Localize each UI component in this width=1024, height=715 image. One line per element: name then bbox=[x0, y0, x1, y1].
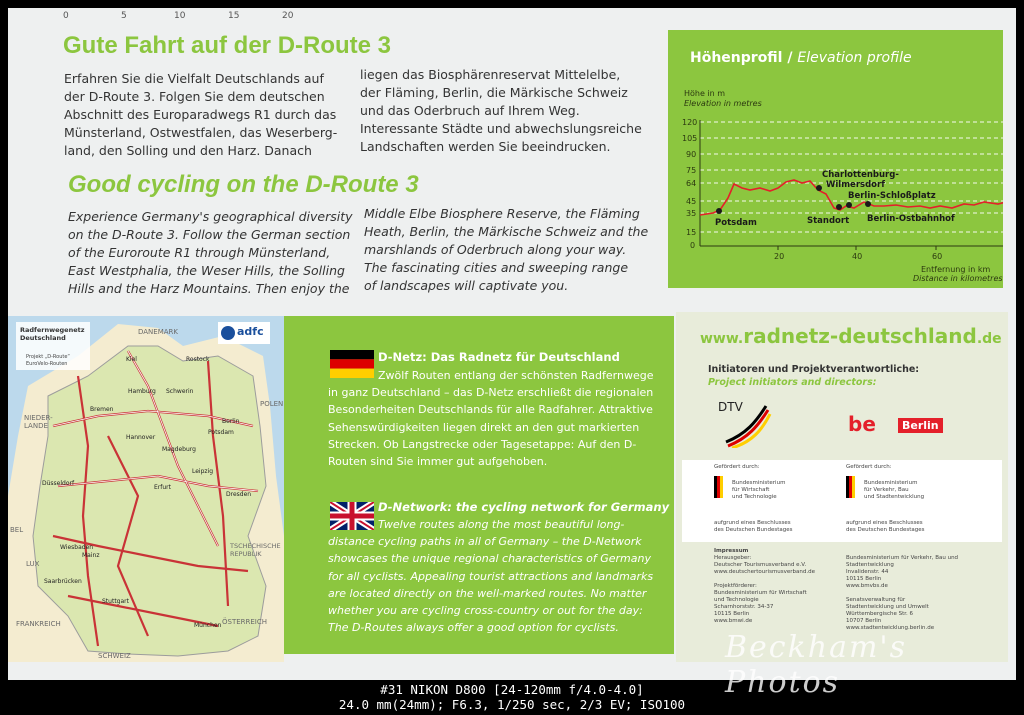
impressum-line: Impressum bbox=[714, 548, 749, 554]
adfc-logo: adfc bbox=[237, 325, 264, 338]
ruler bbox=[8, 8, 338, 22]
ruler-tick: 20 bbox=[282, 11, 294, 21]
text-line: The fascinating cities and sweeping range bbox=[364, 260, 629, 275]
impressum-line bbox=[846, 590, 996, 597]
ministry-line: und Stadtentwicklung bbox=[864, 494, 925, 500]
city-label: Rostock bbox=[186, 356, 210, 363]
ministry-right bbox=[864, 480, 924, 501]
ruler-tick: 0 bbox=[63, 11, 69, 21]
y-tick: 35 bbox=[686, 209, 697, 218]
text-line: der Fläming, Berlin, die Märkische Schweiz bbox=[360, 85, 628, 100]
dnetz-panel bbox=[284, 316, 674, 654]
text-line: land, den Solling und den Harz. Danach bbox=[64, 143, 312, 158]
text-line: Middle Elbe Biosphere Reserve, the Fläming bbox=[364, 206, 640, 221]
impressum-line: Stadtentwicklung und Umwelt bbox=[846, 604, 929, 610]
x-tick: 60 bbox=[932, 252, 943, 261]
place-label: Charlottenburg- bbox=[822, 170, 899, 180]
title-de: Gute Fahrt auf der D-Route 3 bbox=[63, 32, 392, 59]
potsdam-marker bbox=[716, 208, 722, 214]
eagle-icon bbox=[714, 476, 728, 498]
text-line: of landscapes will captivate you. bbox=[364, 278, 569, 293]
impressum-line bbox=[846, 548, 996, 555]
y-label-en: Elevation in metres bbox=[684, 99, 762, 108]
place-label: Potsdam bbox=[715, 218, 757, 228]
impressum-line: Bundesministerium für Verkehr, Bau und Stadtentwicklung bbox=[846, 555, 959, 568]
impressum-line: Projektförderer: bbox=[714, 583, 757, 589]
url-main: radnetz-deutschland bbox=[743, 324, 977, 348]
y-tick: 0 bbox=[690, 241, 696, 250]
region-label: ÖSTERREICH bbox=[222, 618, 268, 626]
map-drawing bbox=[8, 316, 284, 662]
text-line: East Westphalia, the Weser Hills, the Solling bbox=[68, 263, 345, 278]
city-label: Erfurt bbox=[154, 484, 171, 491]
schlossplatz-marker bbox=[846, 202, 852, 208]
impressum-line bbox=[714, 576, 844, 583]
route-map bbox=[8, 316, 284, 662]
elevation-panel bbox=[668, 30, 1003, 288]
elevation-title-de: Höhenprofil / bbox=[690, 50, 793, 66]
city-label: Bremen bbox=[90, 406, 114, 413]
y-label-de: Höhe in m bbox=[684, 89, 726, 98]
bundestag-right bbox=[846, 520, 925, 534]
y-tick: 90 bbox=[686, 150, 697, 159]
city-label: Düsseldorf bbox=[42, 480, 75, 487]
impressum-line: www.deutschertourismusverband.de bbox=[714, 569, 816, 575]
ministry-line: Bundesministerium bbox=[732, 480, 786, 486]
city-label: Leipzig bbox=[192, 468, 214, 475]
photo-sign bbox=[8, 8, 1016, 680]
x-label-de: Entfernung in km bbox=[921, 265, 991, 274]
text-line: Abschnitt des Europaradwegs R1 durch das bbox=[64, 107, 337, 122]
impressum-line: Bundesministerium für Wirtschaft bbox=[714, 590, 807, 596]
funded-left: Gefördert durch: bbox=[714, 464, 760, 470]
dnetz-title-de: D-Netz: Das Radnetz für Deutschland bbox=[378, 350, 620, 364]
city-label: Dresden bbox=[226, 491, 252, 498]
region-label: TSCHECHISCHE REPUBLIK bbox=[230, 542, 281, 558]
y-tick: 75 bbox=[686, 166, 697, 175]
city-label: Mainz bbox=[82, 552, 100, 559]
dtv-swoosh-icon bbox=[716, 402, 772, 448]
region-label: LUX bbox=[26, 560, 40, 568]
place-label: Standort bbox=[807, 216, 850, 226]
ruler-tick: 15 bbox=[228, 11, 240, 21]
dnetz-title-en: D-Network: the cycling network for Germany bbox=[378, 500, 670, 514]
bundestag-left bbox=[714, 520, 793, 534]
place-label: Berlin-Schloßplatz bbox=[848, 191, 936, 201]
region-label: BEL bbox=[10, 526, 24, 534]
exif-line2: 24.0 mm(24mm); F6.3, 1/250 sec, 2/3 EV; ISO100 bbox=[338, 697, 686, 712]
radnetz-panel bbox=[676, 312, 1008, 662]
url-suffix: .de bbox=[976, 331, 1002, 347]
text-line: Münsterland, Ostwestfalen, das Weserberg- bbox=[64, 125, 338, 140]
impressum-line: 10707 Berlin bbox=[846, 618, 882, 624]
exif-line1: #31 NIKON D800 [24-120mm f/4.0-4.0] bbox=[380, 682, 644, 697]
city-label: Kiel bbox=[126, 356, 137, 363]
city-label: Magdeburg bbox=[162, 446, 196, 453]
intro-en-col2 bbox=[364, 205, 664, 295]
text-line: der D-Route 3. Folgen Sie dem deutschen bbox=[64, 89, 325, 104]
x-tick: 20 bbox=[774, 252, 785, 261]
bundestag-line: aufgrund eines Beschlusses bbox=[714, 520, 791, 526]
impressum-line: 10115 Berlin bbox=[846, 576, 882, 582]
text-line: marshlands of Oderbruch along your way. bbox=[364, 242, 627, 257]
intro-de-col2 bbox=[360, 66, 660, 156]
bundestag-line: aufgrund eines Beschlusses bbox=[846, 520, 923, 526]
ministry-line: für Verkehr, Bau bbox=[864, 487, 909, 493]
intro-de-col1 bbox=[64, 70, 364, 160]
y-tick: 64 bbox=[686, 179, 697, 188]
title-en: Good cycling on the D-Route 3 bbox=[68, 171, 419, 198]
city-label: München bbox=[194, 622, 222, 629]
impressum-line: Deutscher Tourismusverband e.V. bbox=[714, 562, 807, 568]
x-tick: 40 bbox=[852, 252, 863, 261]
place-label: Wilmersdorf bbox=[826, 180, 885, 190]
text-line: und das Oderbruch auf Ihrem Weg. bbox=[360, 103, 580, 118]
city-label: Wiesbaden bbox=[60, 544, 94, 551]
region-label: DANEMARK bbox=[138, 328, 178, 336]
impressum-line: Scharnhorststr. 34-37 bbox=[714, 604, 774, 610]
text-line: Interessante Städte und abwechslungsreiche bbox=[360, 121, 642, 136]
text-line: Landschaften werden Sie beeindrucken. bbox=[360, 139, 611, 154]
url-prefix: www. bbox=[700, 331, 744, 347]
impressum-right bbox=[846, 548, 996, 632]
ministry-line: und Technologie bbox=[732, 494, 777, 500]
ministry-line: Bundesministerium bbox=[864, 480, 918, 486]
impressum-line: www.bmwi.de bbox=[714, 618, 753, 624]
city-label: Hamburg bbox=[128, 388, 156, 395]
berlin-logo: Berlin bbox=[898, 418, 943, 433]
x-label-en: Distance in kilometres bbox=[913, 274, 1003, 283]
text-line: Heath, Berlin, the Märkische Schweiz and the bbox=[364, 224, 649, 239]
bundestag-line: des Deutschen Bundestages bbox=[846, 527, 925, 533]
dnetz-text-en: Twelve routes along the most beautiful long-distance cycling paths in all of Germany – the D-Network showcases the unique regional characteristics of Germany for all cyclists. Appealing tourist attractions and landmarks are located directly on the well-marked routes. No matter whether you are cycling cross-country or out for the day: The D-Routes always offer a good option for cyclists. bbox=[328, 518, 654, 635]
city-label: Saarbrücken bbox=[44, 578, 82, 585]
impressum-left bbox=[714, 548, 844, 625]
region-label: NIEDER-LANDE bbox=[24, 414, 53, 430]
city-label: Stuttgart bbox=[102, 598, 129, 605]
text-line: Experience Germany's geographical diversity bbox=[68, 209, 353, 224]
ministry-left bbox=[732, 480, 785, 501]
elevation-title-en: Elevation profile bbox=[797, 50, 912, 66]
place-label: Berlin-Ostbahnhof bbox=[867, 214, 955, 224]
legend-item: Projekt „D-Route“ bbox=[26, 354, 71, 360]
city-label: Berlin bbox=[222, 418, 240, 425]
map-title: Radfernwegenetz Deutschland bbox=[20, 326, 85, 342]
region-label: POLEN bbox=[260, 400, 284, 408]
ruler-tick: 10 bbox=[174, 11, 186, 21]
y-tick: 120 bbox=[682, 118, 698, 127]
standort-marker bbox=[836, 204, 842, 210]
ruler-tick: 5 bbox=[121, 11, 127, 21]
city-label: Schwerin bbox=[166, 388, 194, 395]
impressum-line: www.bmvbs.de bbox=[846, 583, 888, 589]
text-line: on the D-Route 3. Follow the German section bbox=[68, 227, 351, 242]
radnetz-url bbox=[700, 324, 1002, 348]
impressum-line: Herausgeber: bbox=[714, 555, 752, 561]
text-line: Hills and the Harz Mountains. Then enjoy the bbox=[68, 281, 350, 296]
text-line: of the Euroroute R1 through Münsterland, bbox=[68, 245, 331, 260]
dnetz-text-de: Zwölf Routen entlang der schönsten Radfernwege in ganz Deutschland – das D-Netz erschließt die regionalen Besonderheiten Deutschlands für alle Radfahrer. Attraktive Sehenswürdigkeiten liegen direkt an den gut markierten Strecken. Ob Langstrecke oder Tagesetappe: Auf den D-Routen sind Sie immer gut aufgehoben. bbox=[328, 369, 654, 469]
initiators-de: Initiatoren und Projektverantwortliche: bbox=[708, 364, 920, 375]
impressum-line: 10115 Berlin bbox=[714, 611, 750, 617]
impressum-line: www.stadtentwicklung.berlin.de bbox=[846, 625, 935, 631]
city-label: Potsdam bbox=[208, 429, 234, 436]
be-logo: be bbox=[848, 412, 876, 436]
text-line: Erfahren Sie die Vielfalt Deutschlands auf bbox=[64, 71, 324, 86]
impressum-line: Württembergische Str. 6 bbox=[846, 611, 914, 617]
charlottenburg-marker bbox=[816, 185, 822, 191]
bundestag-line: des Deutschen Bundestages bbox=[714, 527, 793, 533]
eagle-icon bbox=[846, 476, 860, 498]
impressum-line: Senatsverwaltung für bbox=[846, 597, 906, 603]
text-line: liegen das Biosphärenreservat Mittelelbe, bbox=[360, 67, 621, 82]
impressum-line: und Technologie bbox=[714, 597, 759, 603]
watermark: Beckham's Photos bbox=[725, 630, 908, 700]
ministry-line: für Wirtschaft bbox=[732, 487, 770, 493]
funded-right: Gefördert durch: bbox=[846, 464, 892, 470]
elevation-chart bbox=[668, 30, 1003, 288]
legend-item: EuroVelo-Routen bbox=[26, 361, 68, 367]
exif-caption bbox=[0, 682, 1024, 712]
impressum-line: Invalidenstr. 44 bbox=[846, 569, 889, 575]
city-label: Hannover bbox=[126, 434, 156, 441]
intro-en-col1 bbox=[68, 208, 368, 298]
ostbahnhof-marker bbox=[865, 201, 871, 207]
initiators-en: Project initiators and directors: bbox=[708, 377, 877, 388]
y-tick: 15 bbox=[686, 228, 697, 237]
region-label: FRANKREICH bbox=[16, 620, 61, 628]
y-tick: 45 bbox=[686, 197, 697, 206]
region-label: SCHWEIZ bbox=[98, 652, 131, 660]
y-tick: 105 bbox=[682, 134, 698, 143]
dtv-logo: DTV bbox=[718, 400, 743, 414]
